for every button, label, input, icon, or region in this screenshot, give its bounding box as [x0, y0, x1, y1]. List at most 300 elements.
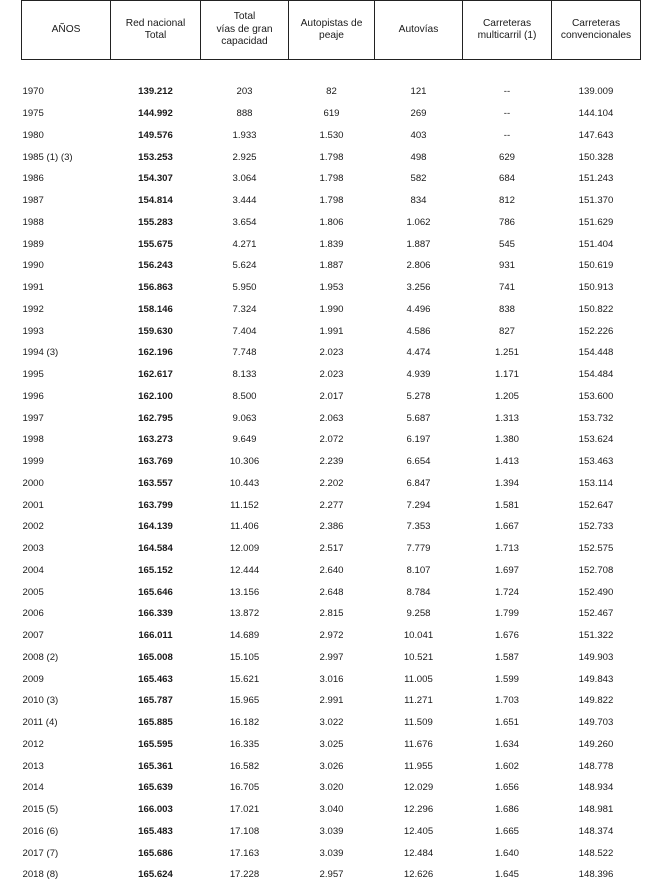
toll-motorways-cell: 2.972 — [319, 630, 344, 642]
high-capacity-cell: 16.582 — [229, 760, 260, 772]
high-capacity-cell: 12.444 — [229, 564, 260, 576]
autovias-cell: 5.687 — [406, 412, 431, 424]
table-row — [22, 842, 641, 864]
multilane-cell: 545 — [498, 238, 515, 250]
conventional-cell: 151.404 — [578, 238, 614, 250]
national-total-cell: 163.769 — [138, 456, 173, 468]
multilane-cell: 1.799 — [494, 608, 519, 620]
table-header — [22, 1, 641, 60]
high-capacity-cell: 12.009 — [229, 543, 260, 555]
table-row — [22, 125, 641, 147]
table-row — [22, 81, 641, 103]
table-row — [22, 146, 641, 168]
year-cell: 2011 (4) — [22, 717, 58, 729]
national-total-cell: 163.557 — [138, 477, 173, 489]
toll-motorways-cell: 3.040 — [319, 804, 344, 816]
multilane-cell: 931 — [498, 260, 515, 272]
table-row — [22, 581, 641, 603]
conventional-cell: 152.647 — [578, 499, 614, 511]
national-total-cell: 155.675 — [138, 238, 173, 250]
autovias-cell: 3.256 — [406, 282, 431, 294]
national-total-cell: 166.011 — [138, 630, 173, 642]
year-cell: 2004 — [22, 564, 44, 576]
multilane-cell: -- — [503, 129, 511, 141]
autovias-cell: 12.484 — [403, 847, 434, 859]
national-total-cell: 154.814 — [138, 195, 173, 207]
table-row — [22, 755, 641, 777]
conventional-cell: 152.575 — [578, 543, 614, 555]
high-capacity-cell: 15.621 — [229, 673, 260, 685]
high-capacity-cell: 17.108 — [229, 825, 260, 837]
toll-motorways-cell: 1.798 — [319, 195, 344, 207]
toll-motorways-cell: 2.517 — [319, 543, 344, 555]
multilane-cell: -- — [503, 86, 511, 98]
spacer-row — [22, 60, 641, 82]
conventional-cell: 149.260 — [578, 738, 614, 750]
national-total-cell: 162.100 — [138, 390, 173, 402]
table-row — [22, 320, 641, 342]
year-cell: 2002 — [22, 521, 44, 533]
multilane-cell: 1.634 — [494, 738, 519, 750]
high-capacity-cell: 7.324 — [232, 303, 257, 315]
autovias-cell: 9.258 — [406, 608, 431, 620]
national-total-cell: 153.253 — [138, 151, 173, 163]
national-total-cell: 165.361 — [138, 760, 173, 772]
high-capacity-cell: 14.689 — [229, 630, 260, 642]
autovias-cell: 11.676 — [404, 738, 433, 750]
toll-motorways-cell: 2.202 — [319, 477, 344, 489]
high-capacity-cell: 11.152 — [230, 499, 259, 511]
national-total-cell: 162.196 — [138, 347, 173, 359]
national-total-cell: 164.139 — [138, 521, 173, 533]
year-cell: 2005 — [22, 586, 44, 598]
multilane-cell: 827 — [498, 325, 515, 337]
year-cell: 1996 — [22, 390, 44, 402]
table-row — [22, 386, 641, 408]
national-total-cell: 164.584 — [138, 543, 173, 555]
conventional-cell: 152.733 — [578, 521, 614, 533]
conventional-cell: 148.396 — [578, 869, 614, 881]
year-cell: 2006 — [22, 608, 44, 620]
toll-motorways-cell: 1.798 — [319, 151, 344, 163]
high-capacity-cell: 5.624 — [232, 260, 257, 272]
national-total-cell: 144.992 — [138, 108, 173, 120]
conventional-cell: 153.732 — [578, 412, 614, 424]
year-cell: 1985 (1) (3) — [22, 151, 73, 163]
table-row — [22, 364, 641, 386]
toll-motorways-cell: 2.239 — [319, 456, 344, 468]
year-cell: 2016 (6) — [22, 825, 59, 837]
table-row — [22, 494, 641, 516]
toll-motorways-cell: 2.648 — [319, 586, 344, 598]
national-total-cell: 162.795 — [138, 412, 173, 424]
toll-motorways-cell: 3.022 — [319, 717, 344, 729]
year-cell: 2015 (5) — [22, 804, 59, 816]
autovias-cell: 11.271 — [404, 695, 433, 707]
high-capacity-cell: 17.021 — [229, 804, 260, 816]
high-capacity-cell: 8.133 — [232, 369, 257, 381]
high-capacity-cell: 13.156 — [229, 586, 260, 598]
year-cell: 2007 — [22, 630, 44, 642]
multilane-cell: 1.313 — [494, 412, 519, 424]
year-cell: 2014 — [22, 782, 44, 794]
conventional-cell: 144.104 — [578, 108, 614, 120]
toll-motorways-cell: 1.798 — [319, 173, 344, 185]
year-cell: 1998 — [22, 434, 44, 446]
header-multilane-roads: Carreteras multicarril (1) — [463, 1, 552, 60]
toll-motorways-cell: 1.887 — [319, 260, 344, 272]
multilane-cell: 1.599 — [494, 673, 519, 685]
header-toll-motorways: Autopistas de peaje — [289, 1, 375, 60]
high-capacity-cell: 1.933 — [232, 129, 257, 141]
high-capacity-cell: 888 — [236, 108, 253, 120]
year-cell: 1970 — [22, 86, 44, 98]
road-network-table-container — [21, 0, 640, 886]
conventional-cell: 151.322 — [578, 630, 614, 642]
high-capacity-cell: 203 — [236, 86, 253, 98]
toll-motorways-cell: 3.026 — [319, 760, 344, 772]
multilane-cell: 1.703 — [494, 695, 519, 707]
high-capacity-cell: 3.064 — [232, 173, 257, 185]
toll-motorways-cell: 1.991 — [319, 325, 344, 337]
header-national-total: Red nacional Total — [111, 1, 201, 60]
autovias-cell: 11.005 — [404, 673, 433, 685]
autovias-cell: 11.955 — [404, 760, 433, 772]
conventional-cell: 152.226 — [578, 325, 614, 337]
year-cell: 1975 — [22, 108, 44, 120]
table-row — [22, 407, 641, 429]
conventional-cell: 148.374 — [578, 825, 614, 837]
high-capacity-cell: 7.404 — [232, 325, 257, 337]
table-row — [22, 734, 641, 756]
conventional-cell: 153.600 — [578, 390, 614, 402]
high-capacity-cell: 16.182 — [229, 717, 260, 729]
conventional-cell: 152.467 — [578, 608, 614, 620]
autovias-cell: 582 — [410, 173, 427, 185]
conventional-cell: 150.619 — [578, 260, 614, 272]
multilane-cell: 741 — [498, 282, 515, 294]
year-cell: 1999 — [22, 456, 44, 468]
year-cell: 2009 — [22, 673, 44, 685]
table-row — [22, 168, 641, 190]
toll-motorways-cell: 3.016 — [319, 673, 344, 685]
year-cell: 1990 — [22, 260, 44, 272]
toll-motorways-cell: 2.997 — [319, 651, 344, 663]
national-total-cell: 166.339 — [138, 608, 173, 620]
year-cell: 1980 — [22, 129, 44, 141]
toll-motorways-cell: 1.990 — [319, 303, 344, 315]
national-total-cell: 165.787 — [138, 695, 173, 707]
multilane-cell: 1.686 — [494, 804, 519, 816]
multilane-cell: 1.171 — [494, 369, 519, 381]
road-network-table — [21, 0, 641, 886]
conventional-cell: 151.370 — [578, 195, 614, 207]
national-total-cell: 165.646 — [138, 586, 173, 598]
national-total-cell: 165.595 — [138, 738, 173, 750]
multilane-cell: 1.656 — [494, 782, 519, 794]
toll-motorways-cell: 1.839 — [319, 238, 344, 250]
autovias-cell: 10.041 — [403, 630, 434, 642]
multilane-cell: 1.205 — [494, 390, 519, 402]
year-cell: 1986 — [22, 173, 44, 185]
multilane-cell: 1.665 — [494, 825, 519, 837]
autovias-cell: 403 — [410, 129, 427, 141]
conventional-cell: 149.822 — [578, 695, 614, 707]
multilane-cell: 1.587 — [494, 651, 519, 663]
multilane-cell: 1.667 — [494, 521, 519, 533]
autovias-cell: 12.296 — [403, 804, 434, 816]
table-row — [22, 103, 641, 125]
autovias-cell: 6.654 — [406, 456, 431, 468]
table-row — [22, 451, 641, 473]
table-row — [22, 647, 641, 669]
autovias-cell: 8.107 — [406, 564, 431, 576]
toll-motorways-cell: 2.957 — [319, 869, 344, 881]
autovias-cell: 4.474 — [406, 347, 431, 359]
conventional-cell: 149.843 — [578, 673, 614, 685]
toll-motorways-cell: 1.530 — [319, 129, 344, 141]
national-total-cell: 165.152 — [138, 564, 173, 576]
national-total-cell: 166.003 — [138, 804, 173, 816]
high-capacity-cell: 3.654 — [232, 216, 257, 228]
conventional-cell: 153.114 — [579, 477, 613, 489]
multilane-cell: 1.251 — [494, 347, 519, 359]
toll-motorways-cell: 2.386 — [319, 521, 344, 533]
autovias-cell: 7.353 — [406, 521, 431, 533]
autovias-cell: 834 — [410, 195, 427, 207]
conventional-cell: 148.981 — [578, 804, 614, 816]
autovias-cell: 1.887 — [406, 238, 431, 250]
autovias-cell: 498 — [410, 151, 427, 163]
year-cell: 2000 — [22, 477, 44, 489]
high-capacity-cell: 16.705 — [229, 782, 260, 794]
autovias-cell: 4.939 — [406, 369, 431, 381]
toll-motorways-cell: 82 — [326, 86, 337, 98]
toll-motorways-cell: 1.953 — [319, 282, 344, 294]
autovias-cell: 6.197 — [406, 434, 431, 446]
multilane-cell: 1.676 — [494, 630, 519, 642]
toll-motorways-cell: 2.277 — [319, 499, 344, 511]
high-capacity-cell: 15.105 — [229, 651, 260, 663]
high-capacity-cell: 10.443 — [229, 477, 260, 489]
multilane-cell: 838 — [498, 303, 515, 315]
high-capacity-cell: 7.748 — [232, 347, 257, 359]
national-total-cell: 165.686 — [138, 847, 173, 859]
high-capacity-cell: 2.925 — [232, 151, 257, 163]
national-total-cell: 154.307 — [138, 173, 173, 185]
national-total-cell: 159.630 — [138, 325, 173, 337]
table-row — [22, 625, 641, 647]
conventional-cell: 148.778 — [578, 760, 614, 772]
national-total-cell: 158.146 — [138, 303, 173, 315]
high-capacity-cell: 9.063 — [232, 412, 257, 424]
high-capacity-cell: 15.965 — [229, 695, 260, 707]
autovias-cell: 12.405 — [403, 825, 434, 837]
conventional-cell: 148.934 — [578, 782, 614, 794]
year-cell: 2010 (3) — [22, 695, 59, 707]
year-cell: 2008 (2) — [22, 651, 59, 663]
multilane-cell: 812 — [498, 195, 515, 207]
conventional-cell: 150.328 — [578, 151, 614, 163]
high-capacity-cell: 17.228 — [229, 869, 260, 881]
header-conventional-roads: Carreteras convencionales — [552, 1, 641, 60]
year-cell: 2017 (7) — [22, 847, 59, 859]
year-cell: 2003 — [22, 543, 44, 555]
toll-motorways-cell: 3.025 — [319, 738, 344, 750]
table-row — [22, 538, 641, 560]
table-row — [22, 429, 641, 451]
autovias-cell: 11.509 — [404, 717, 433, 729]
header-autovias: Autovías — [375, 1, 463, 60]
multilane-cell: 1.413 — [494, 456, 519, 468]
high-capacity-cell: 9.649 — [232, 434, 257, 446]
year-cell: 2012 — [22, 738, 44, 750]
table-row — [22, 190, 641, 212]
table-row — [22, 233, 641, 255]
toll-motorways-cell: 3.039 — [319, 847, 344, 859]
toll-motorways-cell: 2.063 — [319, 412, 344, 424]
table-row — [22, 690, 641, 712]
national-total-cell: 156.863 — [138, 282, 173, 294]
autovias-cell: 269 — [410, 108, 427, 120]
conventional-cell: 154.448 — [578, 347, 614, 359]
toll-motorways-cell: 1.806 — [319, 216, 344, 228]
toll-motorways-cell: 3.039 — [319, 825, 344, 837]
national-total-cell: 149.576 — [138, 129, 173, 141]
year-cell: 1995 — [22, 369, 44, 381]
year-cell: 1989 — [22, 238, 44, 250]
autovias-cell: 4.586 — [406, 325, 431, 337]
toll-motorways-cell: 619 — [323, 108, 340, 120]
toll-motorways-cell: 2.023 — [319, 347, 344, 359]
toll-motorways-cell: 2.023 — [319, 369, 344, 381]
high-capacity-cell: 13.872 — [229, 608, 260, 620]
table-row — [22, 516, 641, 538]
multilane-cell: 1.602 — [494, 760, 519, 772]
conventional-cell: 149.703 — [578, 717, 614, 729]
high-capacity-cell: 16.335 — [229, 738, 260, 750]
national-total-cell: 165.008 — [138, 651, 173, 663]
conventional-cell: 152.490 — [578, 586, 614, 598]
table-row — [22, 277, 641, 299]
conventional-cell: 150.913 — [578, 282, 614, 294]
table-row — [22, 255, 641, 277]
year-cell: 1988 — [22, 216, 44, 228]
year-cell: 1991 — [22, 282, 44, 294]
year-cell: 2013 — [22, 760, 44, 772]
multilane-cell: 1.581 — [494, 499, 519, 511]
conventional-cell: 153.463 — [578, 456, 614, 468]
national-total-cell: 163.799 — [138, 499, 173, 511]
autovias-cell: 2.806 — [406, 260, 431, 272]
table-row — [22, 821, 641, 843]
autovias-cell: 10.521 — [403, 651, 434, 663]
autovias-cell: 1.062 — [406, 216, 431, 228]
table-row — [22, 299, 641, 321]
multilane-cell: 1.640 — [494, 847, 519, 859]
high-capacity-cell: 4.271 — [232, 238, 257, 250]
header-high-capacity-total: Total vías de gran capacidad — [201, 1, 289, 60]
table-row — [22, 799, 641, 821]
header-row — [22, 1, 641, 60]
conventional-cell: 148.522 — [578, 847, 614, 859]
high-capacity-cell: 8.500 — [232, 390, 257, 402]
table-row — [22, 342, 641, 364]
table-row — [22, 712, 641, 734]
national-total-cell: 155.283 — [138, 216, 173, 228]
high-capacity-cell: 5.950 — [232, 282, 257, 294]
high-capacity-cell: 10.306 — [229, 456, 260, 468]
toll-motorways-cell: 2.815 — [319, 608, 344, 620]
national-total-cell: 165.885 — [138, 717, 173, 729]
autovias-cell: 8.784 — [406, 586, 431, 598]
multilane-cell: 1.394 — [494, 477, 519, 489]
toll-motorways-cell: 2.017 — [319, 390, 344, 402]
toll-motorways-cell: 2.072 — [319, 434, 344, 446]
table-row — [22, 777, 641, 799]
conventional-cell: 139.009 — [578, 86, 614, 98]
multilane-cell: 1.724 — [494, 586, 519, 598]
conventional-cell: 149.903 — [578, 651, 614, 663]
toll-motorways-cell: 3.020 — [319, 782, 344, 794]
autovias-cell: 6.847 — [406, 477, 431, 489]
year-cell: 1994 (3) — [22, 347, 59, 359]
conventional-cell: 151.243 — [578, 173, 614, 185]
year-cell: 1993 — [22, 325, 44, 337]
multilane-cell: 1.645 — [494, 869, 519, 881]
multilane-cell: 684 — [498, 173, 515, 185]
table-row — [22, 560, 641, 582]
high-capacity-cell: 3.444 — [232, 195, 257, 207]
multilane-cell: 1.651 — [494, 717, 519, 729]
national-total-cell: 165.463 — [138, 673, 173, 685]
national-total-cell: 156.243 — [138, 260, 173, 272]
high-capacity-cell: 17.163 — [229, 847, 260, 859]
autovias-cell: 121 — [410, 86, 427, 98]
multilane-cell: 1.697 — [494, 564, 519, 576]
year-cell: 1997 — [22, 412, 44, 424]
autovias-cell: 5.278 — [406, 390, 431, 402]
national-total-cell: 165.639 — [138, 782, 173, 794]
national-total-cell: 139.212 — [138, 86, 173, 98]
table-row — [22, 473, 641, 495]
toll-motorways-cell: 2.991 — [319, 695, 344, 707]
high-capacity-cell: 11.406 — [230, 521, 259, 533]
table-row — [22, 603, 641, 625]
conventional-cell: 147.643 — [578, 129, 614, 141]
autovias-cell: 12.626 — [403, 869, 434, 881]
table-body — [22, 60, 641, 886]
multilane-cell: 1.380 — [494, 434, 519, 446]
year-cell: 2001 — [22, 499, 44, 511]
conventional-cell: 153.624 — [578, 434, 614, 446]
table-row — [22, 212, 641, 234]
national-total-cell: 165.624 — [138, 869, 173, 881]
multilane-cell: 629 — [498, 151, 515, 163]
year-cell: 2018 (8) — [22, 869, 59, 881]
multilane-cell: 786 — [498, 216, 515, 228]
header-years: AÑOS — [22, 1, 111, 60]
toll-motorways-cell: 2.640 — [319, 564, 344, 576]
national-total-cell: 165.483 — [138, 825, 173, 837]
multilane-cell: 1.713 — [494, 543, 519, 555]
spacer-cell — [22, 60, 641, 82]
national-total-cell: 162.617 — [138, 369, 173, 381]
table-row — [22, 668, 641, 690]
autovias-cell: 4.496 — [406, 303, 431, 315]
conventional-cell: 151.629 — [578, 216, 614, 228]
autovias-cell: 7.779 — [406, 543, 431, 555]
